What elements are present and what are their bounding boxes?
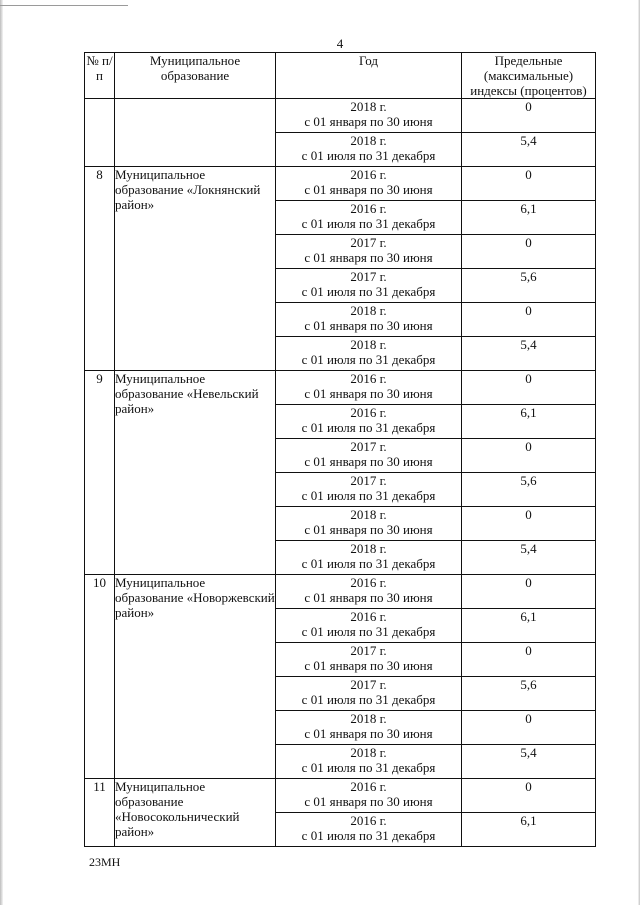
- index-value-cell: 0: [462, 303, 596, 337]
- table-row: [85, 167, 596, 201]
- index-value-cell: 5,4: [462, 541, 596, 575]
- year-label: 2018 г.: [350, 99, 387, 114]
- year-cell: [276, 99, 462, 133]
- year-label: 2017 г.: [350, 235, 387, 250]
- period-label: с 01 января по 30 июня: [304, 454, 433, 469]
- row-number-cell: 11: [85, 779, 115, 847]
- index-value-cell: 5,6: [462, 269, 596, 303]
- year-cell: [276, 337, 462, 371]
- municipality-cell: Муниципальное образование «Локнянский район»: [115, 167, 276, 371]
- index-value-cell: 0: [462, 711, 596, 745]
- index-value-cell: 0: [462, 235, 596, 269]
- year-label: 2018 г.: [350, 133, 387, 148]
- period-label: с 01 июля по 31 декабря: [301, 284, 436, 299]
- year-label: 2017 г.: [350, 473, 387, 488]
- year-label: 2017 г.: [350, 439, 387, 454]
- year-cell: [276, 711, 462, 745]
- page-number: 4: [336, 36, 344, 51]
- index-value-cell: 5,4: [462, 133, 596, 167]
- year-cell: [276, 677, 462, 711]
- period-label: с 01 июля по 31 декабря: [301, 148, 436, 163]
- index-value-cell: 5,4: [462, 745, 596, 779]
- municipality-cell: Муниципальное образование «Новосокольнический район»: [115, 779, 276, 847]
- year-cell: [276, 779, 462, 813]
- index-value-cell: 6,1: [462, 609, 596, 643]
- index-value-cell: 0: [462, 167, 596, 201]
- period-label: с 01 июля по 31 декабря: [301, 488, 436, 503]
- year-cell: [276, 609, 462, 643]
- table-row: [85, 371, 596, 405]
- period-label: с 01 января по 30 июня: [304, 318, 433, 333]
- year-cell: [276, 201, 462, 235]
- footer-code: 23МН: [89, 855, 121, 869]
- index-value-cell: 0: [462, 507, 596, 541]
- year-cell: [276, 133, 462, 167]
- header-municipality: Муниципальное образование: [115, 53, 276, 99]
- period-label: с 01 января по 30 июня: [304, 794, 433, 809]
- period-label: с 01 января по 30 июня: [304, 658, 433, 673]
- row-number-cell: [85, 99, 115, 167]
- year-cell: [276, 575, 462, 609]
- year-label: 2018 г.: [350, 745, 387, 760]
- period-label: с 01 июля по 31 декабря: [301, 760, 436, 775]
- year-cell: [276, 371, 462, 405]
- index-value-cell: 0: [462, 99, 596, 133]
- year-cell: [276, 405, 462, 439]
- year-label: 2016 г.: [350, 609, 387, 624]
- row-number-cell: 10: [85, 575, 115, 779]
- year-cell: [276, 507, 462, 541]
- table-header-row: [85, 53, 596, 99]
- municipality-cell: Муниципальное образование «Новоржевский район»: [115, 575, 276, 779]
- scan-top-mark: [0, 5, 128, 6]
- table-row: [85, 99, 596, 133]
- header-year: Год: [276, 53, 462, 99]
- year-label: 2018 г.: [350, 507, 387, 522]
- table-row: [85, 779, 596, 813]
- period-label: с 01 января по 30 июня: [304, 590, 433, 605]
- index-value-cell: 5,6: [462, 473, 596, 507]
- period-label: с 01 июля по 31 декабря: [301, 352, 436, 367]
- period-label: с 01 июля по 31 декабря: [301, 692, 436, 707]
- period-label: с 01 января по 30 июня: [304, 182, 433, 197]
- index-value-cell: 0: [462, 779, 596, 813]
- indices-table: [84, 52, 596, 847]
- year-label: 2017 г.: [350, 269, 387, 284]
- index-value-cell: 0: [462, 575, 596, 609]
- period-label: с 01 июля по 31 декабря: [301, 828, 436, 843]
- year-label: 2017 г.: [350, 643, 387, 658]
- table-body: [85, 99, 596, 847]
- year-label: 2017 г.: [350, 677, 387, 692]
- table-row: [85, 575, 596, 609]
- year-cell: [276, 269, 462, 303]
- scan-edge-left: [0, 0, 3, 905]
- year-label: 2016 г.: [350, 405, 387, 420]
- period-label: с 01 июля по 31 декабря: [301, 216, 436, 231]
- year-label: 2018 г.: [350, 337, 387, 352]
- municipality-cell: [115, 99, 276, 167]
- index-value-cell: 5,6: [462, 677, 596, 711]
- year-cell: [276, 473, 462, 507]
- year-label: 2018 г.: [350, 303, 387, 318]
- period-label: с 01 января по 30 июня: [304, 250, 433, 265]
- year-cell: [276, 813, 462, 847]
- year-label: 2018 г.: [350, 541, 387, 556]
- header-num: № п/п: [85, 53, 115, 99]
- year-cell: [276, 541, 462, 575]
- year-cell: [276, 235, 462, 269]
- row-number-cell: 8: [85, 167, 115, 371]
- year-label: 2018 г.: [350, 711, 387, 726]
- header-index: Предельные (максимальные) индексы (процентов): [462, 53, 596, 99]
- year-cell: [276, 439, 462, 473]
- year-label: 2016 г.: [350, 201, 387, 216]
- year-label: 2016 г.: [350, 813, 387, 828]
- period-label: с 01 января по 30 июня: [304, 726, 433, 741]
- year-label: 2016 г.: [350, 167, 387, 182]
- period-label: с 01 июля по 31 декабря: [301, 556, 436, 571]
- period-label: с 01 января по 30 июня: [304, 386, 433, 401]
- index-value-cell: 0: [462, 439, 596, 473]
- index-value-cell: 0: [462, 371, 596, 405]
- municipality-cell: Муниципальное образование «Невельский район»: [115, 371, 276, 575]
- index-value-cell: 0: [462, 643, 596, 677]
- row-number-cell: 9: [85, 371, 115, 575]
- index-value-cell: 5,4: [462, 337, 596, 371]
- index-value-cell: 6,1: [462, 405, 596, 439]
- period-label: с 01 июля по 31 декабря: [301, 420, 436, 435]
- index-value-cell: 6,1: [462, 813, 596, 847]
- period-label: с 01 января по 30 июня: [304, 522, 433, 537]
- year-cell: [276, 745, 462, 779]
- year-cell: [276, 167, 462, 201]
- year-label: 2016 г.: [350, 371, 387, 386]
- index-value-cell: 6,1: [462, 201, 596, 235]
- year-label: 2016 г.: [350, 575, 387, 590]
- year-cell: [276, 643, 462, 677]
- period-label: с 01 июля по 31 декабря: [301, 624, 436, 639]
- period-label: с 01 января по 30 июня: [304, 114, 433, 129]
- year-cell: [276, 303, 462, 337]
- year-label: 2016 г.: [350, 779, 387, 794]
